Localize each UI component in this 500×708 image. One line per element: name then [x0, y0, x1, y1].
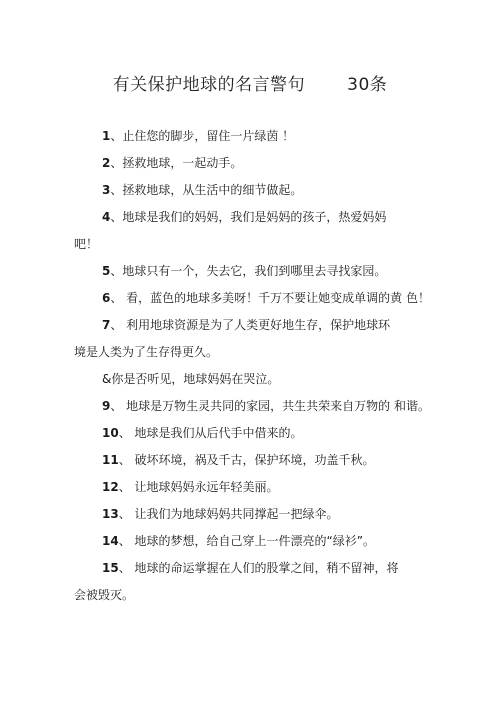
- list-item: 1、止住您的脚步，留住一片绿茵 ！: [102, 129, 295, 143]
- list-item: 15、 地球的命运掌握在人们的股掌之间，稍不留神，将: [102, 561, 399, 575]
- list-item: 14、 地球的梦想，给自己穿上一件漂亮的“绿衫”。: [102, 534, 375, 548]
- list-item-continuation: 会被毁灭。: [74, 588, 135, 602]
- title-count: 30条: [347, 75, 388, 95]
- list-item: 3、拯救地球，从生活中的细节做起。: [102, 183, 303, 197]
- list-item-continuation: 境是人类为了生存得更久。: [74, 345, 219, 359]
- list-item: 10、 地球是我们从后代手中借来的。: [102, 426, 303, 440]
- list-item: &你是否听见，地球妈妈在哭泣。: [102, 372, 280, 386]
- list-item: 2、拯救地球，一起动手。: [102, 156, 243, 170]
- list-item: 9、 地球是万物生灵共同的家园，共生共荣来自万物的 和谐。: [102, 399, 430, 413]
- document-title: [0, 70, 500, 95]
- title-text: 有关保护地球的名言警句: [112, 75, 306, 95]
- list-item: 11、 破坏环境，祸及千古，保护环境，功盖千秋。: [102, 453, 375, 467]
- list-item: 12、 让地球妈妈永远年轻美丽。: [102, 480, 279, 494]
- list-item: 5、地球只有一个，失去它，我们到哪里去寻找家园。: [102, 264, 387, 278]
- list-item: 4、地球是我们的妈妈，我们是妈妈的孩子，热爱妈妈: [102, 210, 387, 224]
- list-item: 6、 看，蓝色的地球多美呀！千万不要让她变成单调的黄 色！: [102, 291, 430, 305]
- list-item: 13、 让我们为地球妈妈共同撑起一把绿伞。: [102, 507, 339, 521]
- list-item: 7、 利用地球资源是为了人类更好地生存，保护地球环: [102, 318, 391, 332]
- list-item-continuation: 吧！: [74, 237, 99, 251]
